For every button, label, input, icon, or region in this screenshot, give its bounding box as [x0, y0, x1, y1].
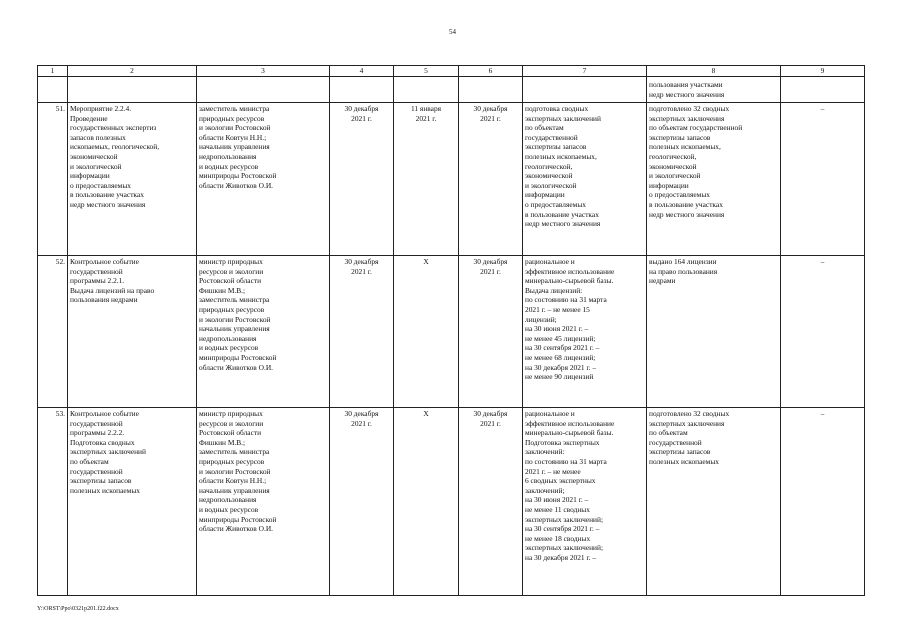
cell-expected-result: подготовка сводных экспертных заключений по объектам государственной экспертизы запасов полезных ископаемых, геологической, экономической и экологической информации о предоставляемых в пользование участках недр местного значения — [523, 103, 647, 256]
cell-start-date: 11 января 2021 г. — [394, 103, 459, 256]
column-number: 5 — [394, 66, 459, 77]
cell-activity-name: Контрольное событие государственной программы 2.2.2. Подготовка сводных экспертных заключений по объектам государственной экспертизы запасов полезных ископаемых — [68, 408, 197, 596]
cell-activity-name: Мероприятие 2.2.4. Проведение государственных экспертиз запасов полезных ископаемых, геологической, экономической и экологической информации о предоставляемых в пользование участках недр местного значения — [68, 103, 197, 256]
table-row — [38, 103, 865, 256]
column-number: 7 — [523, 66, 647, 77]
cell-start-date: X — [394, 408, 459, 596]
column-number: 6 — [459, 66, 523, 77]
cell-row-number: 52. — [38, 256, 68, 408]
cell-planned-date: 30 декабря 2021 г. — [330, 103, 394, 256]
table-row — [38, 408, 865, 596]
cell-row-number: 51. — [38, 103, 68, 256]
cell-planned-date: 30 декабря 2021 г. — [330, 256, 394, 408]
column-number: 3 — [197, 66, 330, 77]
cell-notes: – — [781, 256, 865, 408]
cell-start-date: X — [394, 256, 459, 408]
cell-row-number: 53. — [38, 408, 68, 596]
table-row — [38, 256, 865, 408]
page-number: 54 — [449, 28, 456, 36]
cell-expected-result: рациональное и эффективное использование минерально-сырьевой базы. Подготовка экспертных заключений: по состоянию на 31 марта 2021 г. – не менее 6 сводных экспертных заключений; на 30 июня 2021 г. – не менее 11 сводных экспертных заключений; на 30 сентября 2021 г. – не менее 18 сводных экспертных заключений; на 30 декабря 2021 г. – — [523, 408, 647, 596]
cell-actual-result: выдано 164 лицензии на право пользования недрами — [647, 256, 781, 408]
column-number: 4 — [330, 66, 394, 77]
column-number: 9 — [781, 66, 865, 77]
column-number-row — [38, 66, 865, 77]
column-number: 2 — [68, 66, 197, 77]
continuation-row — [38, 77, 865, 103]
cell-actual-result: подготовлено 32 сводных экспертных заключения по объектам государственной экспертизы запасов полезных ископаемых, геологической, экономической и экологической информации о предоставляемых в пользование участках недр местного значения — [647, 103, 781, 256]
cell-notes: – — [781, 408, 865, 596]
cell-responsible: заместитель министра природных ресурсов и экологии Ростовской области Ковтун Н.Н.; начальник управления недропользования и водных ресурсов минприроды Ростовской области Животков О.И. — [197, 103, 330, 256]
report-table — [37, 65, 865, 596]
cell-actual-result: подготовлено 32 сводных экспертных заключения по объектам государственной экспертизы запасов полезных ископаемых — [647, 408, 781, 596]
cell-end-date: 30 декабря 2021 г. — [459, 256, 523, 408]
column-number: 8 — [647, 66, 781, 77]
cell-planned-date: 30 декабря 2021 г. — [330, 408, 394, 596]
cell-end-date: 30 декабря 2021 г. — [459, 103, 523, 256]
column-number: 1 — [38, 66, 68, 77]
cell-responsible: министр природных ресурсов и экологии Ростовской области Фишкин М.В.; заместитель министра природных ресурсов и экологии Ростовской области Ковтун Н.Н.; начальник управления недропользования и водных ресурсов минприроды Ростовской области Животков О.И. — [197, 408, 330, 596]
cell-expected-result: рациональное и эффективное использование минерально-сырьевой базы. Выдача лицензий: по состоянию на 31 марта 2021 г. – не менее 15 лицензий; на 30 июня 2021 г. – не менее 45 лицензий; на 30 сентября 2021 г. – не менее 68 лицензий; на 30 декабря 2021 г. – не менее 90 лицензий — [523, 256, 647, 408]
cell-result: пользования участками недр местного значения — [647, 77, 781, 103]
cell-activity-name: Контрольное событие государственной программы 2.2.1. Выдача лицензий на право пользования недрами — [68, 256, 197, 408]
cell-responsible: министр природных ресурсов и экологии Ростовской области Фишкин М.В.; заместитель министра природных ресурсов и экологии Ростовской начальник управления недропользования и водных ресурсов минприроды Ростовской области Животков О.И. — [197, 256, 330, 408]
cell-notes: – — [781, 103, 865, 256]
file-path-footer: Y:\ORST\Ppo\0321p201.f22.docx — [37, 606, 119, 612]
cell-end-date: 30 декабря 2021 г. — [459, 408, 523, 596]
